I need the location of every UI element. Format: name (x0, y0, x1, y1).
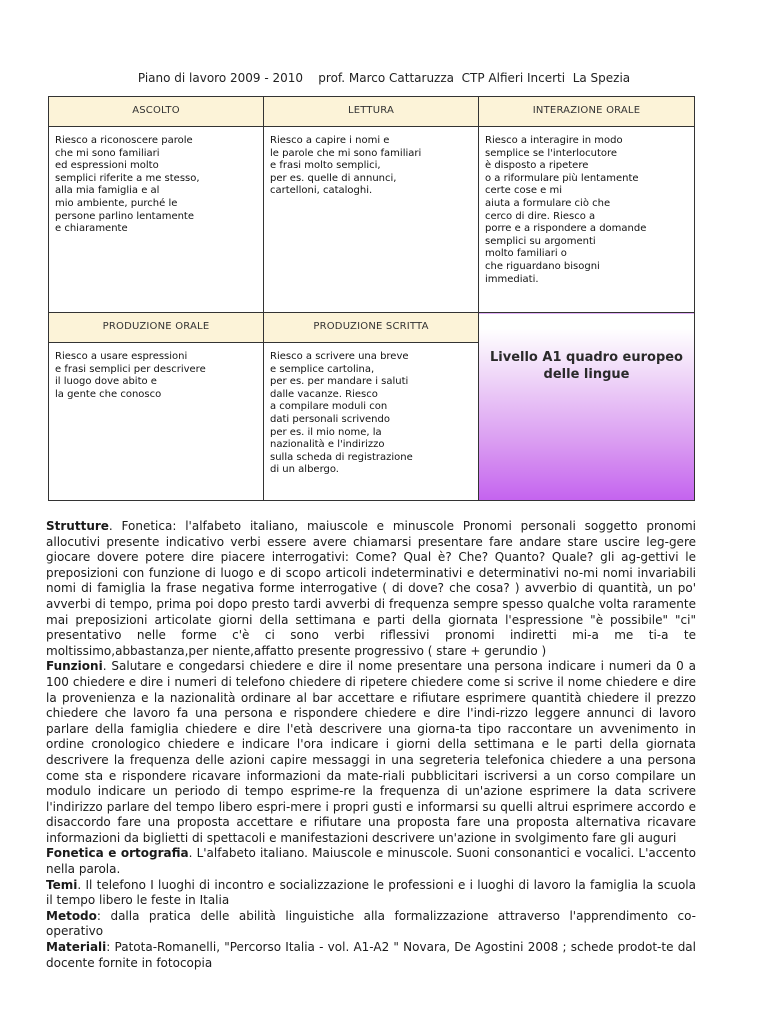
section-strutture (46, 519, 696, 659)
level-title: Livello A1 quadro europeo delle lingue (489, 350, 683, 382)
section-label: Materiali (46, 940, 107, 955)
section-label: Strutture (46, 519, 109, 533)
level-cell (479, 313, 695, 501)
section-text: . L'alfabeto italiano. Maiuscole e minuscole. Suoni consonantici e vocalici. L'accento nella parola. (46, 846, 696, 877)
cell-lettura (264, 127, 479, 313)
cell-interazione-orale (479, 127, 695, 313)
section-metodo (46, 909, 696, 940)
section-label: Temi (46, 877, 78, 892)
section-materiali (46, 940, 696, 971)
grid-body-row-1 (49, 127, 695, 313)
section-text: : Patota-Romanelli, "Percorso Italia - vol. A1-A2 " Novara, De Agostini 2008 ; schede prodot-te dal docente fornite in fotocopia (46, 940, 696, 970)
section-funzioni (46, 659, 696, 846)
cell-produzione-orale (49, 343, 264, 501)
section-label: Metodo (46, 908, 97, 923)
cell-interazione-orale-text: Riesco a interagire in modo semplice se l'interlocutore è disposto a ripetere o a riformulare più lentamente certe cose e mi aiuta a formulare ciò che cerco di dire. Riesco a porre e a rispondere a domande semplici su argomenti molto familiari o che riguardano bisogni immediati. (485, 135, 647, 285)
header-ascolto: ASCOLTO (49, 97, 264, 127)
section-text: . Il telefono I luoghi di incontro e socializzazione le professioni e i luoghi di lavoro la famiglia la scuola il tempo libero le feste in Italia (46, 877, 696, 908)
cell-produzione-scritta-text: Riesco a scrivere una breve e semplice cartolina, per es. per mandare i saluti dalle vacanze. Riesco a compilare moduli con dati personali scrivendo per es. il mio nome, la nazionalità e l'indirizzo sulla scheda di registrazione di un albergo. (270, 351, 413, 476)
cell-produzione-orale-text: Riesco a usare espressioni e frasi semplici per descrivere il luogo dove abito e la gente che conosco (55, 351, 206, 400)
header-produzione-scritta: PRODUZIONE SCRITTA (264, 313, 479, 343)
cell-lettura-text: Riesco a capire i nomi e le parole che mi sono familiari e frasi molto semplici, per es. quelle di annunci, cartelloni, cataloghi. (270, 135, 422, 197)
grid-header-row-2 (49, 313, 695, 343)
grid-header-row-1 (49, 97, 695, 127)
cell-ascolto-text: Riesco a riconoscere parole che mi sono familiari ed espressioni molto semplici riferite a me stesso, alla mia famiglia e al mio ambiente, purché le persone parlino lentamente e chiaramente (55, 135, 200, 235)
skills-grid (48, 96, 695, 501)
header-lettura: LETTURA (264, 97, 479, 127)
header-produzione-orale: PRODUZIONE ORALE (49, 313, 264, 343)
syllabus-body (46, 519, 696, 971)
section-label: Fonetica e ortografia (46, 846, 189, 861)
section-text: . Salutare e congedarsi chiedere e dire il nome presentare una persona indicare i numeri da 0 a 100 chiedere e dire i numeri di telefono chiedere di ripetere chiedere come si scrive il nome chiedere e dire la provenienza e la nazionalità ordinare al bar accettare e rifiutare esprimere quantità chiedere il prezzo chiedere che lavoro fa una persona e rispondere chiedere e dire l'indi-rizzo leggere annunci di lavoro parlare della famiglia chiedere e dire l'età descrivere una giorna-ta tipo raccontare un avvenimento in ordine cronologico chiedere e indicare l'ora indicare i giorni della settimana e le parti della giornata descrivere la frequenza delle azioni capire messaggi in una segreteria telefonica chiedere a una persona come sta e rispondere ricavare informazioni da mate-riali pubblicitari iscriversi a un corso compilare un modulo indicare un periodo di tempo esprime-re la frequenza di un'azione esprimere la data scrivere l'indirizzo parlare del tempo libero espri-mere i propri gusti e informarsi su quelli altrui esprimere accordo e disaccordo fare una proposta accettare e rifiutare una proposta fare una proposta alternativa ricavare informazioni da biglietti di spettacoli e manifestazioni descrivere un'azione in svolgimento fare gli auguri (46, 659, 696, 845)
header-interazione-orale: INTERAZIONE ORALE (479, 97, 695, 127)
section-fonetica (46, 846, 696, 877)
section-temi (46, 878, 696, 909)
cell-produzione-scritta (264, 343, 479, 501)
section-label: Funzioni (46, 659, 103, 674)
page-header: Piano di lavoro 2009 - 2010 prof. Marco Cattaruzza CTP Alfieri Incerti La Spezia (137, 71, 631, 85)
section-text: : dalla pratica delle abilità linguistiche alla formalizzazione attraverso l'apprendimento co-operativo (46, 908, 696, 939)
section-text: . Fonetica: l'alfabeto italiano, maiuscole e minuscole Pronomi personali soggetto pronomi allocutivi presente indicativo verbi essere avere chiamarsi presentare fare andare stare uscire leg-gere giocare dovere potere dire piacere interrogativi: Come? Qual è? Che? Quanto? Quale? gli ag-gettivi le preposizioni con funzione di luogo e di scopo articoli indeterminativi e determinativi no-mi nomi invariabili nomi di famiglia la frase negativa forme interrogative ( di dove? che cosa? ) avverbio di quantità, un po' avverbi di tempo, prima poi dopo presto tardi avverbi di frequenza sempre spesso qualche volta raramente mai preposizioni articolate giorni della settimana e parti della giornata l'espressione "è possibile" "ci" presentativo nelle forme c'è ci sono verbi riflessivi pronomi indiretti mi-a me ti-a te moltissimo,abbastanza,per niente,affatto presente progressivo ( stare + gerundio ) (46, 519, 696, 658)
cell-ascolto (49, 127, 264, 313)
